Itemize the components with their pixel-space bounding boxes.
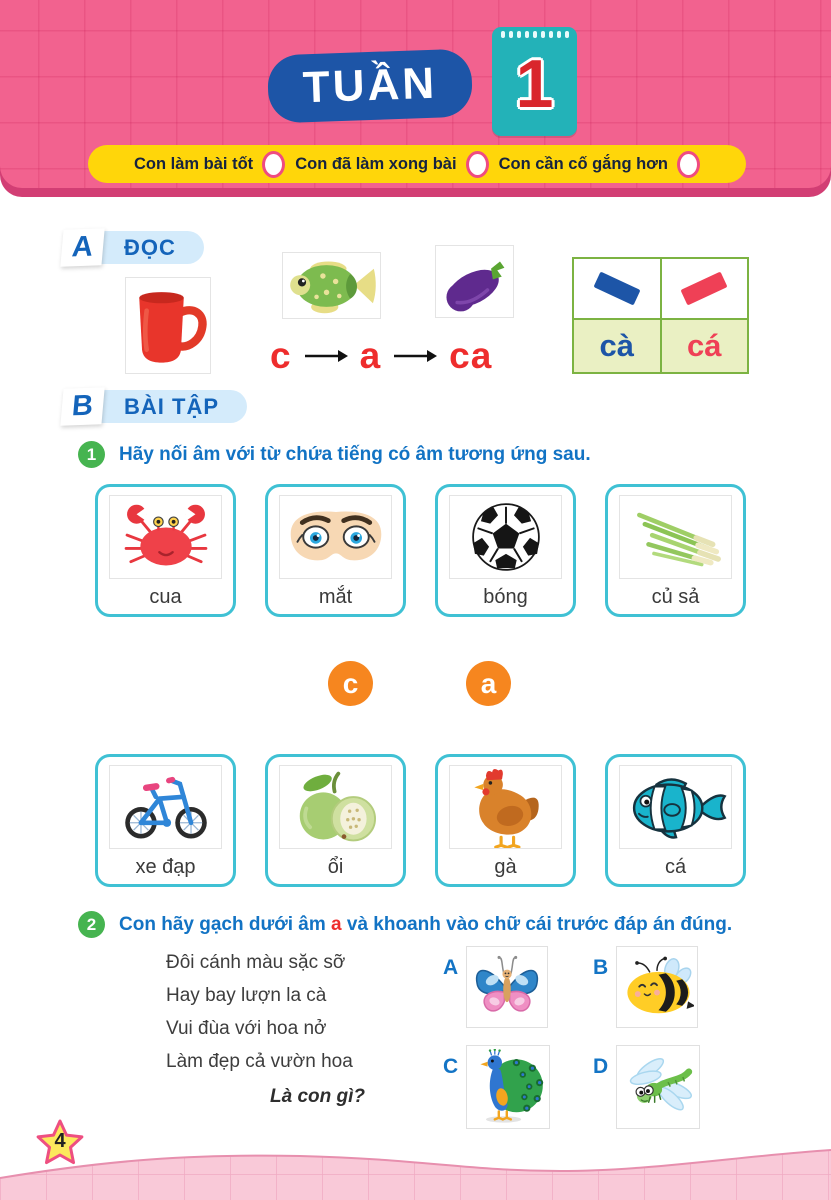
poem-line: Hay bay lượn la cà xyxy=(166,985,327,1006)
section-a-header xyxy=(62,229,222,267)
option-letter-c[interactable]: C xyxy=(443,1055,459,1078)
fish-icon xyxy=(286,256,378,316)
option-box-d[interactable] xyxy=(616,1045,700,1129)
section-b-letter: B xyxy=(70,389,95,423)
mug-icon xyxy=(128,281,208,371)
phonics-result: ca xyxy=(449,335,493,376)
word-card-bong[interactable] xyxy=(435,484,576,617)
checklist-label: Con cần cố gắng hơn xyxy=(498,154,668,173)
footer-wave xyxy=(0,1128,831,1200)
option-letter-a[interactable]: A xyxy=(443,956,459,979)
option-box-c[interactable] xyxy=(466,1045,550,1129)
word-card-cua[interactable] xyxy=(95,484,236,617)
section-a-title: ĐỌC xyxy=(124,234,176,260)
page-number: 4 xyxy=(54,1130,66,1152)
letter-circle-c[interactable]: c xyxy=(328,661,373,706)
exercise-2-instruction: Con hãy gạch dưới âm a và khoanh vào chữ cái trước đáp án đúng. xyxy=(119,913,733,935)
eggplant-image-box xyxy=(435,245,514,318)
page-number-star xyxy=(34,1116,86,1168)
exercise-2-header xyxy=(78,911,732,938)
checklist-label: Con làm bài tốt xyxy=(134,154,254,173)
eggplant-icon xyxy=(439,249,511,315)
checklist-circle[interactable] xyxy=(677,151,700,178)
notepad-icon xyxy=(492,27,577,136)
exercise-1-header xyxy=(78,441,591,468)
card-label: gà xyxy=(494,856,517,878)
peacock-icon xyxy=(470,1049,546,1125)
highlighted-letter: a xyxy=(331,913,342,935)
card-image xyxy=(279,765,392,849)
checklist-banner xyxy=(88,145,746,183)
word-card-oi[interactable] xyxy=(265,754,406,887)
card-label: cá xyxy=(664,856,687,878)
card-image xyxy=(109,765,222,849)
letter-circle-a[interactable]: a xyxy=(466,661,511,706)
card-label: xe đạp xyxy=(135,856,196,878)
card-image xyxy=(449,495,562,579)
arrow-right-icon xyxy=(303,349,349,363)
eyes-icon xyxy=(283,501,389,573)
notepad-rings xyxy=(492,31,577,38)
word-card-xe-dap[interactable] xyxy=(95,754,236,887)
option-letter-b[interactable]: B xyxy=(593,956,609,979)
checklist-circle[interactable] xyxy=(262,151,285,178)
week-number: 1 xyxy=(515,46,554,122)
phonics-second: a xyxy=(359,335,382,376)
word-card-mat[interactable] xyxy=(265,484,406,617)
card-image xyxy=(619,495,732,579)
option-box-b[interactable] xyxy=(616,946,698,1028)
lemongrass-icon xyxy=(621,504,731,570)
exercise-1-instruction: Hãy nối âm với từ chứa tiếng có âm tương ứng sau. xyxy=(119,443,591,465)
mug-image-box xyxy=(125,277,211,374)
tone-cell xyxy=(662,259,748,318)
hen-icon xyxy=(461,766,551,848)
grave-tone-mark xyxy=(593,271,640,305)
dragonfly-icon xyxy=(619,1054,697,1120)
bee-icon xyxy=(620,954,694,1020)
soccer-ball-icon xyxy=(466,497,546,577)
section-b-header xyxy=(62,388,262,426)
option-letter-d[interactable]: D xyxy=(593,1055,609,1078)
tone-table xyxy=(572,257,749,374)
checklist-item xyxy=(134,151,285,178)
bicycle-icon xyxy=(113,769,219,845)
poem xyxy=(166,946,365,1113)
section-a-letter-box xyxy=(60,228,104,266)
clownfish-icon xyxy=(621,769,731,845)
week-title-pill xyxy=(267,48,473,123)
section-b-title: BÀI TẬP xyxy=(124,393,219,419)
option-box-a[interactable] xyxy=(466,946,548,1028)
card-label: mắt xyxy=(318,586,353,608)
card-image xyxy=(449,765,562,849)
card-label: củ sả xyxy=(651,586,700,608)
crab-icon xyxy=(113,499,219,575)
phonics-line xyxy=(270,334,492,378)
card-label: cua xyxy=(149,586,182,608)
fish-image-box xyxy=(282,252,381,319)
phonics-first: c xyxy=(270,335,292,376)
week-label: TUẦN xyxy=(302,58,438,113)
tone-word: cà xyxy=(574,320,660,372)
poem-line: Làm đẹp cả vườn hoa xyxy=(166,1051,353,1072)
guava-icon xyxy=(290,767,382,847)
card-image xyxy=(279,495,392,579)
section-b-letter-box xyxy=(60,387,104,425)
arrow-right-icon xyxy=(392,349,438,363)
word-card-ga[interactable] xyxy=(435,754,576,887)
section-a-letter: A xyxy=(70,230,95,264)
poem-line: Đôi cánh màu sặc sỡ xyxy=(166,952,346,973)
poem-line: Vui đùa với hoa nở xyxy=(166,1018,327,1039)
exercise-2-number: 2 xyxy=(78,911,105,938)
card-image xyxy=(109,495,222,579)
acute-tone-mark xyxy=(681,271,728,305)
checklist-item xyxy=(499,151,700,178)
checklist-label: Con đã làm xong bài xyxy=(295,154,457,173)
card-image xyxy=(619,765,732,849)
section-b-pill xyxy=(86,390,247,423)
tone-word: cá xyxy=(662,320,748,372)
card-label: ổi xyxy=(327,856,344,878)
checklist-circle[interactable] xyxy=(466,151,489,178)
word-card-ca[interactable] xyxy=(605,754,746,887)
checklist-item xyxy=(295,151,488,178)
exercise-1-number: 1 xyxy=(78,441,105,468)
butterfly-icon xyxy=(471,952,543,1022)
card-label: bóng xyxy=(483,586,528,608)
poem-question: Là con gì? xyxy=(270,1086,365,1107)
tone-cell xyxy=(574,259,660,318)
word-card-cu-sa[interactable] xyxy=(605,484,746,617)
